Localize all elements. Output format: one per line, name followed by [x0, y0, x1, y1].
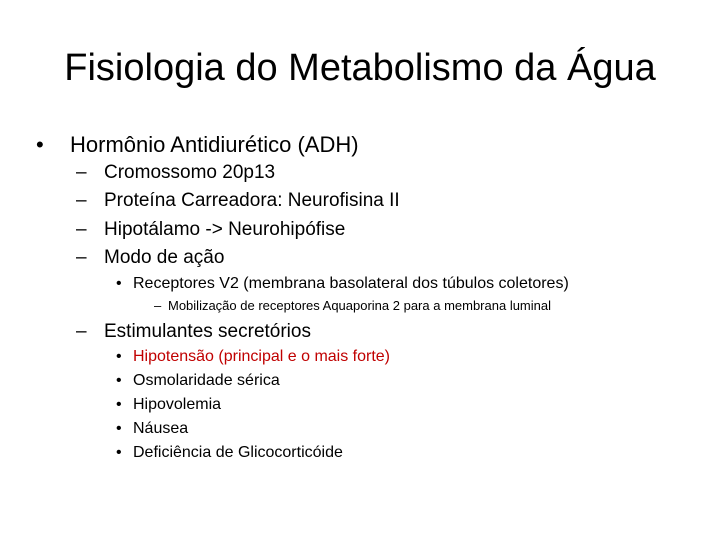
- slide-title: Fisiologia do Metabolismo da Água: [64, 47, 656, 89]
- sub-item: Proteína Carreadora: Neurofisina II: [104, 190, 400, 211]
- stimulant-item: Deficiência de Glicocorticóide: [133, 444, 343, 461]
- dash-marker: –: [76, 219, 87, 240]
- bullet-marker: •: [116, 348, 122, 365]
- stimulant-item-highlighted: Hipotensão (principal e o mais forte): [133, 348, 391, 365]
- dash-marker: –: [76, 190, 87, 211]
- stimulant-item: Náusea: [133, 420, 189, 437]
- bullet-marker: •: [116, 444, 122, 461]
- stimulants-heading: Estimulantes secretórios: [104, 321, 311, 342]
- bullet-marker: •: [36, 132, 44, 157]
- stimulant-item: Osmolaridade sérica: [133, 372, 280, 389]
- dash-marker: –: [76, 162, 87, 183]
- dash-marker: –: [76, 321, 87, 342]
- sub-item: Cromossomo 20p13: [104, 162, 276, 183]
- stimulant-item: Hipovolemia: [133, 396, 222, 413]
- dash-marker: –: [76, 247, 87, 268]
- mode-subdetail: Mobilização de receptores Aquaporina 2 para a membrana luminal: [168, 298, 551, 313]
- bullet-marker: •: [116, 372, 122, 389]
- dash-marker: –: [154, 298, 162, 313]
- sub-item: Modo de ação: [104, 247, 225, 268]
- bullet-marker: •: [116, 275, 122, 292]
- bullet-marker: •: [116, 396, 122, 413]
- main-bullet-text: Hormônio Antidiurético (ADH): [70, 132, 359, 157]
- bullet-marker: •: [116, 420, 122, 437]
- mode-detail: Receptores V2 (membrana basolateral dos túbulos coletores): [133, 275, 569, 292]
- sub-item: Hipotálamo -> Neurohipófise: [104, 219, 346, 240]
